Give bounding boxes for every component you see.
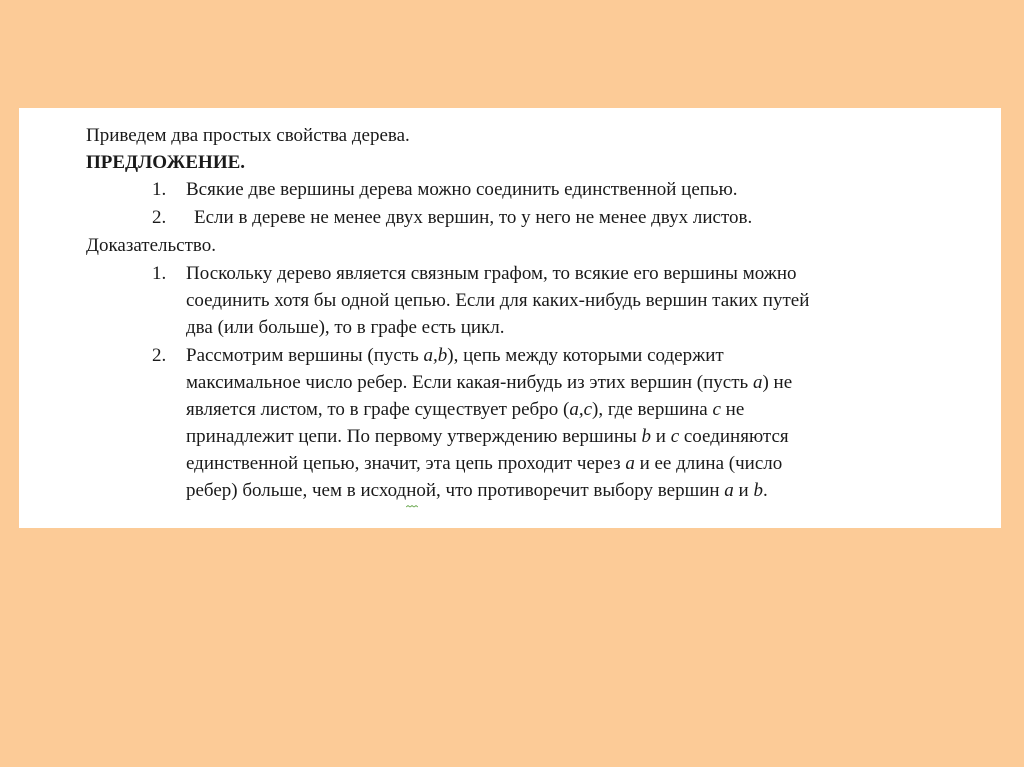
proposition-2-text: Если в дереве не менее двух вершин, то у него не менее двух листов.: [194, 207, 753, 228]
proof-1-line-1: Поскольку дерево является связным графом, то всякие его вершины можно: [186, 263, 797, 284]
proof-2-line-5: единственной цепью, значит, эта цепь проходит через a и ее длина (число: [186, 453, 783, 474]
proof-2-line-2: максимальное число ребер. Если какая-нибудь из этих вершин (пусть a) не: [186, 372, 793, 393]
proof-2-line-1: Рассмотрим вершины (пусть a,b), цепь между которыми содержит: [186, 345, 724, 366]
proof-2-number: 2.: [152, 345, 167, 366]
proof-2-line-3: является листом, то в графе существует ребро (a,c), где вершина c не: [186, 399, 745, 420]
proof-1-line-3: два (или больше), то в графе есть цикл.: [186, 317, 505, 338]
proof-label: Доказательство.: [86, 235, 216, 256]
intro-line: Приведем два простых свойства дерева.: [86, 125, 410, 146]
proof-2-line-6: ребер) больше, чем в исходной, что противоречит выбору вершин a и b.: [186, 480, 768, 501]
proof-2-line-4: принадлежит цепи. По первому утверждению вершины b и c соединяются: [186, 426, 789, 447]
document-body: [19, 108, 1001, 528]
proposition-1-number: 1.: [152, 179, 167, 200]
proof-1-line-2: соединить хотя бы одной цепью. Если для каких-нибудь вершин таких путей: [186, 290, 810, 311]
document-card: [19, 108, 1001, 528]
proposition-2-number: 2.: [152, 207, 167, 228]
proposition-1-text: Всякие две вершины дерева можно соединить единственной цепью.: [186, 179, 738, 200]
proof-1-number: 1.: [152, 263, 167, 284]
spellcheck-squiggle-icon: [406, 505, 418, 508]
heading-proposition: ПРЕДЛОЖЕНИЕ.: [86, 152, 246, 173]
